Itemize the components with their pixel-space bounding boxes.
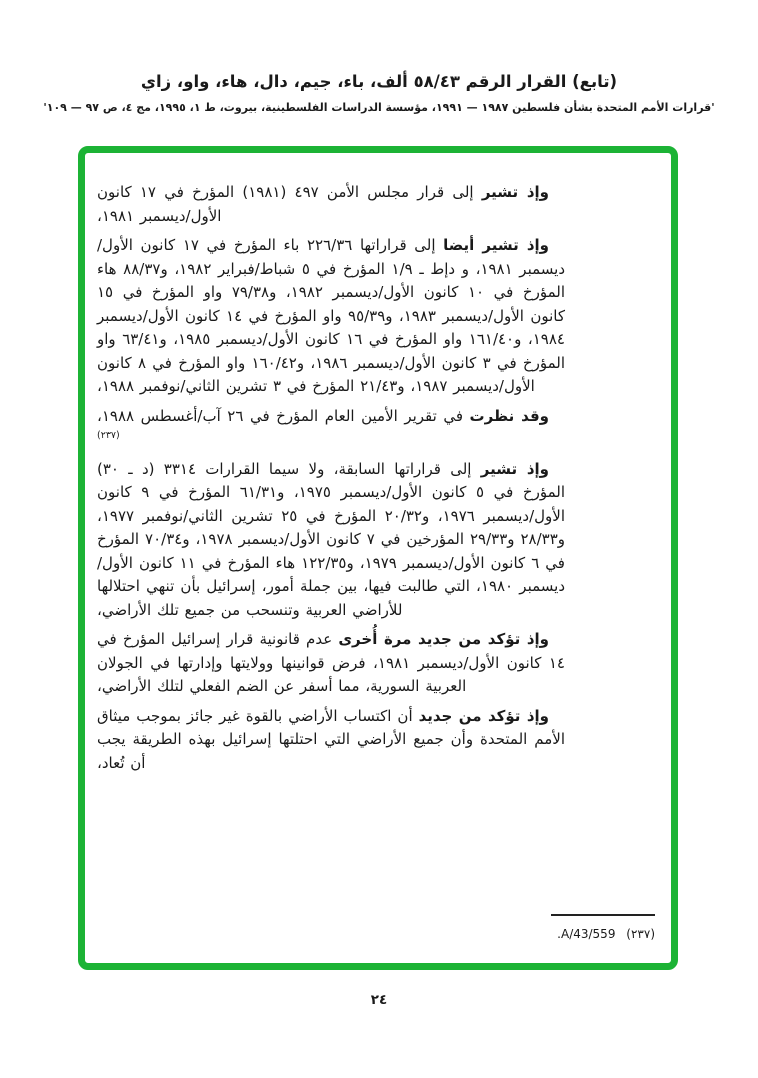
paragraph	[97, 628, 565, 699]
paragraph-lead-in: وإذ تشير	[481, 183, 549, 201]
paragraph	[97, 234, 565, 399]
paragraph-text: أن اكتساب الأراضي بالقوة غير جائز بموجب ميثاق الأمم المتحدة وأن جميع الأراضي التي احتلتها إسرائيل بهذه الطريقة يجب أن تُعاد،	[97, 706, 565, 772]
paragraph-lead-in: وإذ تشير أيضا	[443, 236, 549, 254]
paragraph	[97, 405, 565, 452]
paragraph	[97, 705, 565, 776]
paragraph-lead-in: وإذ تؤكد من جديد	[418, 706, 549, 725]
paragraph-lead-in: وإذ تؤكد من جديد مرة أُخرى	[338, 630, 550, 648]
paragraph-text: إلى قرار مجلس الأمن ٤٩٧ (١٩٨١) المؤرخ في ١٧ كانون الأول/ديسمبر ١٩٨١،	[97, 183, 482, 225]
content-frame	[78, 146, 678, 970]
paragraph-text: في تقرير الأمين العام المؤرخ في ٢٦ آب/أغسطس ١٩٨٨،	[97, 406, 470, 425]
paragraph-lead-in: وقد نظرت	[469, 406, 549, 425]
footnote-marker: (٢٣٧)	[626, 927, 655, 941]
footnote-block	[485, 908, 655, 941]
paragraph-text: إلى قراراتها السابقة، ولا سيما القرارات ٣٣١٤ (د ـ ٣٠) المؤرخ في ٥ كانون الأول/ديسمبر ١٩٧٥، و٦١/٣١ المؤرخ في ٩ كانون الأول/ديسمبر ١٩٧٦، و٢٠/٣٢ المؤرخ في ٢٥ تشرين الثاني/نوفمبر ١٩٧٧، و٢٨/٣٣ و٢٩/٣٣ المؤرخين في ٧ كانون الأول/ديسمبر ١٩٧٨، و٧٠/٣٤ المؤرخ في ٦ كانون الأول/ديسمبر ١٩٧٩، و١٢٢/٣٥ هاء المؤرخ في ١١ كانون الأول/ديسمبر ١٩٨٠، التي طالبت فيها، بين جملة أمور، إسرائيل بأن تنهي احتلالها للأراضي العربية وتنسحب من جميع تلك الأراضي،	[97, 459, 566, 619]
footnote-divider	[551, 914, 655, 916]
source-citation: 'قرارات الأمم المتحدة بشأن فلسطين ١٩٨٧ — ١٩٩١، مؤسسة الدراسات الفلسطينية، بيروت، ط ١، ١٩٩٥، مج ٤، ص ٩٧ — ١٠٩'	[43, 101, 715, 114]
paragraph-text: عدم قانونية قرار إسرائيل المؤرخ في ١٤ كانون الأول/ديسمبر ١٩٨١، فرض قوانينها وولايتها وإدارتها في الجولان العربية السورية، مما أسفر عن الضم الفعلي لتلك الأراضي،	[97, 630, 565, 695]
paragraph	[97, 458, 565, 623]
footnote-line	[485, 927, 655, 941]
footnote-reference: A/43/559.	[557, 927, 616, 941]
paragraph-lead-in: وإذ تشير	[480, 459, 549, 478]
document-title: (تابع) القرار الرقم ٥٨/٤٣ ألف، باء، جيم، دال، هاء، واو، زاي	[140, 72, 618, 91]
footnote-ref-superscript: (٢٣٧)	[97, 430, 120, 441]
resolution-text	[97, 181, 565, 781]
paragraph	[97, 181, 565, 228]
paragraph-text: إلى قراراتها ٢٢٦/٣٦ باء المؤرخ في ١٧ كانون الأول/ديسمبر ١٩٨١، و دإط ـ ١/٩ المؤرخ في ٥ شباط/فبراير ١٩٨٢، و٨٨/٣٧ هاء المؤرخ في ١٠ كانون الأول/ديسمبر ١٩٨٢، و٧٩/٣٨ واو المؤرخ في ١٥ كانون الأول/ديسمبر ١٩٨٣، و٩٥/٣٩ واو المؤرخ في ١٤ كانون الأول/ديسمبر ١٩٨٤، و١٦١/٤٠ واو المؤرخ في ١٦ كانون الأول/ديسمبر ١٩٨٥، و٦٣/٤١ واو المؤرخ في ٣ كانون الأول/ديسمبر ١٩٨٦، و١٦٠/٤٢ واو المؤرخ في ٨ كانون الأول/ديسمبر ١٩٨٧، و٢١/٤٣ المؤرخ في ٣ تشرين الثاني/نوفمبر ١٩٨٨،	[97, 236, 566, 395]
page-number: ٢٤	[370, 992, 388, 1008]
page-header	[0, 72, 758, 114]
